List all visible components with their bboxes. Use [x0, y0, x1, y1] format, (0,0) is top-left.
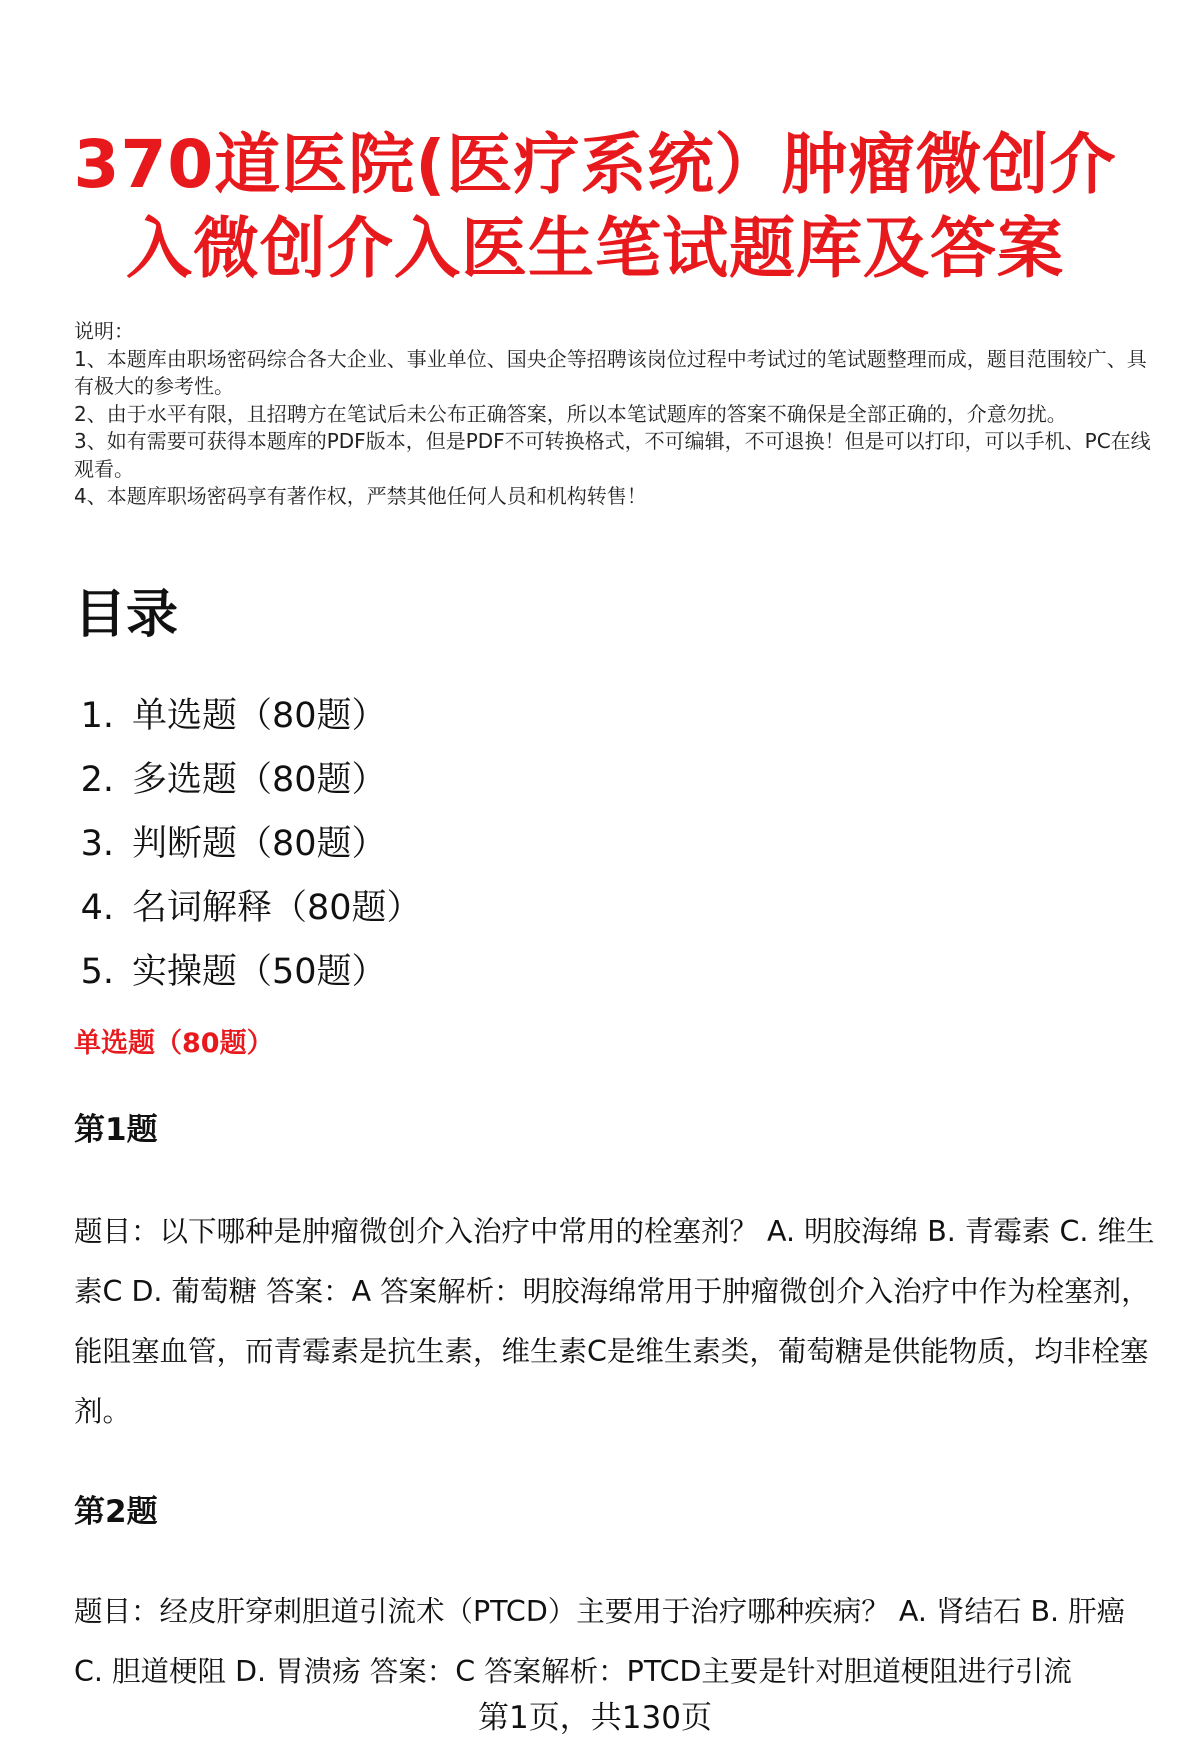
toc-item-multiple-choice[interactable]: [80, 748, 422, 812]
toc-item-number: 5.: [80, 952, 114, 992]
toc-item-number: 4.: [80, 888, 114, 928]
toc-item-label: 名词解释（80题）: [132, 888, 422, 928]
toc-item-true-false[interactable]: [80, 812, 422, 876]
toc-heading: 目录: [74, 585, 179, 645]
document-title-line-2: 入微创介入医生笔试题库及答案: [126, 210, 1064, 287]
question-1-body: 题目：以下哪种是肿瘤微创介入治疗中常用的栓塞剂？ A. 明胶海绵 B. 青霉素 C. 维生素C D. 葡萄糖 答案：A 答案解析：明胶海绵常用于肿瘤微创介入治疗中作为栓塞剂，能阻塞血管，而青霉素是抗生素，维生素C是维生素类，葡萄糖是供能物质，均非栓塞剂。: [74, 1215, 1155, 1428]
section-heading: 单选题（80题）: [74, 1028, 274, 1059]
toc-item-term-definition[interactable]: [80, 876, 422, 940]
instruction-item-4: 4、本题库职场密码享有著作权，严禁其他任何人员和机构转售！: [74, 484, 647, 508]
toc-item-single-choice[interactable]: [80, 684, 422, 748]
instruction-item-2: 2、由于水平有限，且招聘方在笔试后未公布正确答案，所以本笔试题库的答案不确保是全部正确的，介意勿扰。: [74, 401, 1067, 426]
toc-item-practical[interactable]: [80, 940, 422, 1004]
question-2-heading: 第2题: [74, 1494, 158, 1530]
toc-item-label: 实操题（50题）: [132, 952, 387, 992]
toc-list: [80, 684, 422, 1004]
instructions-label: 说明：: [74, 319, 134, 343]
toc-item-label: 判断题（80题）: [132, 824, 387, 864]
toc-item-label: 单选题（80题）: [132, 696, 387, 736]
question-1-heading: 第1题: [74, 1112, 158, 1148]
document-title-line-1: 370道医院(医疗系统）肿瘤微创介: [73, 126, 1117, 203]
page-number: 第1页，共130页: [0, 1696, 1190, 1740]
toc-item-number: 1.: [80, 696, 114, 736]
instruction-item-1: 1、本题库由职场密码综合各大企业、事业单位、国央企等招聘该岗位过程中考试过的笔试题整理而成，题目范围较广、具有极大的参考性。: [74, 346, 1147, 398]
toc-item-number: 2.: [80, 760, 114, 800]
toc-item-label: 多选题（80题）: [132, 760, 387, 800]
instructions-block: [74, 318, 1154, 511]
toc-item-number: 3.: [80, 824, 114, 864]
instruction-item-3: 3、如有需要可获得本题库的PDF版本，但是PDF不可转换格式，不可编辑，不可退换！但是可以打印，可以手机、PC在线观看。: [74, 429, 1151, 481]
question-2-body: 题目：经皮肝穿刺胆道引流术（PTCD）主要用于治疗哪种疾病？ A. 肾结石 B. 肝癌 C. 胆道梗阻 D. 胃溃疡 答案：C 答案解析：PTCD主要是针对胆道梗阻进行引流: [74, 1595, 1126, 1688]
